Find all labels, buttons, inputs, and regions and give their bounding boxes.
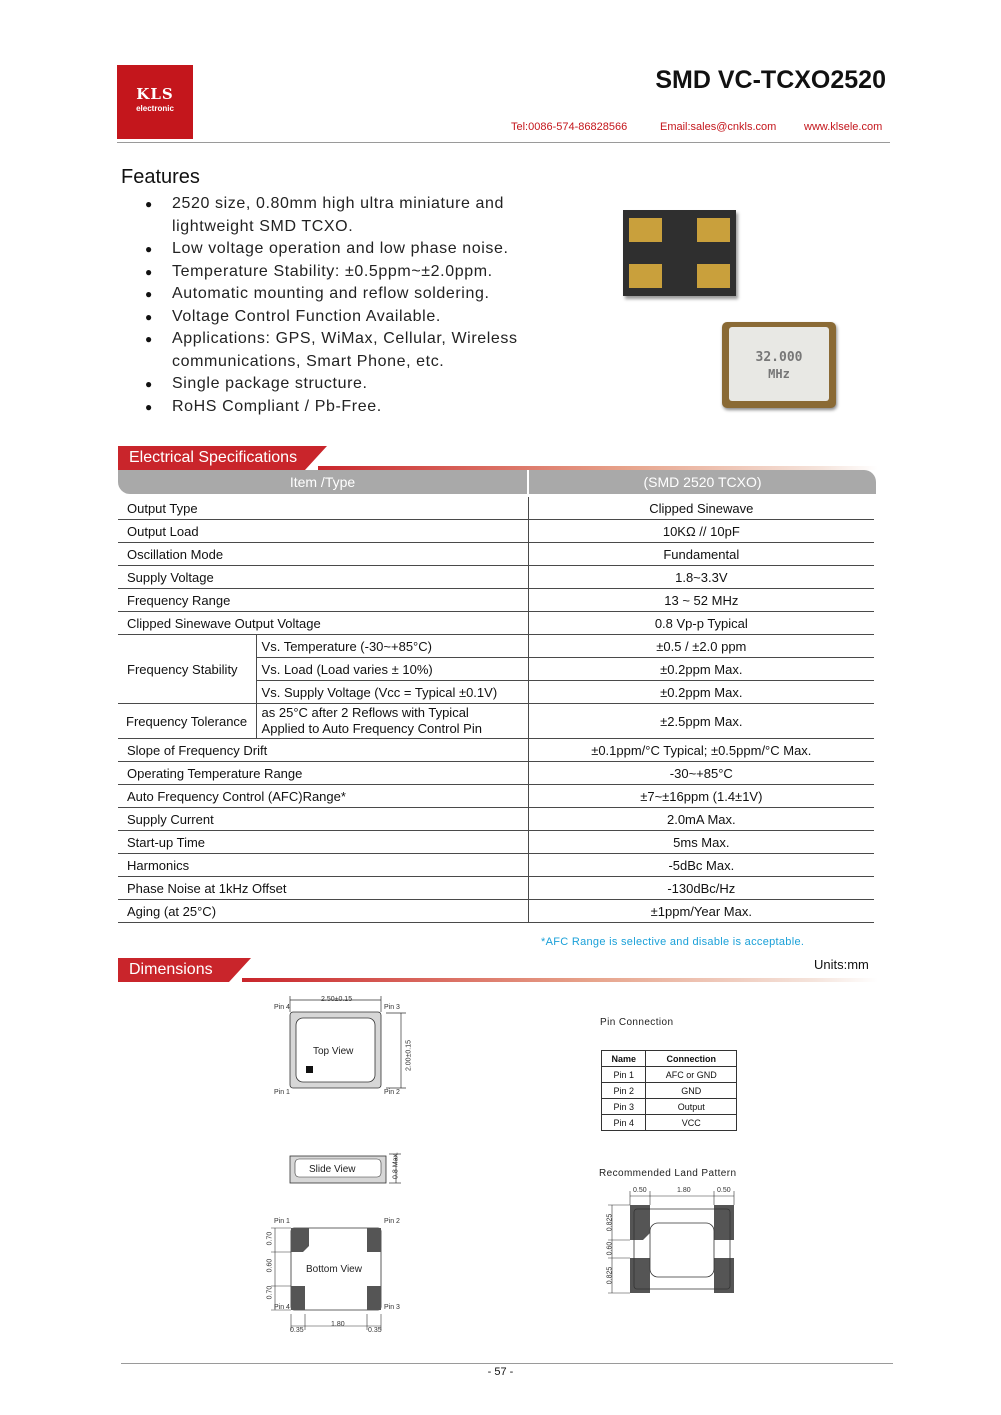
table-row (118, 589, 874, 612)
pin-connection: VCC (646, 1115, 737, 1131)
spec-item: Start-up Time (118, 831, 528, 854)
table-row (118, 566, 874, 589)
spec-value: ±0.2ppm Max. (528, 681, 874, 704)
spec-item: Phase Noise at 1kHz Offset (118, 877, 528, 900)
pin-col-name: Name (602, 1051, 646, 1067)
chip-marking-unit: MHz (768, 367, 790, 381)
company-logo (117, 65, 193, 139)
spec-value: ±1ppm/Year Max. (528, 900, 874, 923)
spec-item: Slope of Frequency Drift (118, 739, 528, 762)
spec-value: -5dBc Max. (528, 854, 874, 877)
spec-item: Operating Temperature Range (118, 762, 528, 785)
col-item-type: Item /Type (118, 470, 527, 494)
spec-table (118, 497, 874, 923)
table-row (118, 877, 874, 900)
feature-item: ● Applications: GPS, WiMax, Cellular, Wireless communications, Smart Phone, etc. (145, 328, 565, 373)
spec-value: Fundamental (528, 543, 874, 566)
spec-table-header (118, 470, 876, 494)
bottom-view-drawing (265, 1216, 415, 1336)
table-row (118, 520, 874, 543)
spec-value: 0.8 Vp-p Typical (528, 612, 874, 635)
section-bar (242, 978, 878, 982)
feature-item: ● Automatic mounting and reflow soldering. (145, 283, 565, 306)
pin-connection: GND (646, 1083, 737, 1099)
table-row (118, 854, 874, 877)
spec-sub-item: Vs. Supply Voltage (Vcc = Typical ±0.1V) (256, 681, 528, 704)
chip-bottom-photo (623, 210, 736, 296)
pin-connection-title: Pin Connection (600, 1017, 674, 1028)
pin-name: Pin 3 (602, 1099, 646, 1115)
logo-text: KLS (136, 85, 174, 103)
bottom-view-pin3: Pin 3 (384, 1304, 400, 1311)
spec-value: ±0.1ppm/°C Typical; ±0.5ppm/°C Max. (528, 739, 874, 762)
tolerance-line1: as 25°C after 2 Reflows with Typical (261, 705, 469, 720)
spec-value: 10KΩ // 10pF (528, 520, 874, 543)
bottom-dim-a: 0.70 (266, 1231, 274, 1246)
table-row (118, 635, 874, 658)
spec-item: Output Load (118, 520, 528, 543)
pin-name: Pin 2 (602, 1083, 646, 1099)
table-row (118, 612, 874, 635)
table-row (118, 900, 874, 923)
spec-value: 1.8~3.3V (528, 566, 874, 589)
bottom-view-pin2: Pin 2 (384, 1218, 400, 1225)
land-pattern-title: Recommended Land Pattern (599, 1168, 737, 1179)
bottom-view-label: Bottom View (306, 1264, 362, 1275)
side-view-label: Slide View (309, 1164, 356, 1175)
pin-connection: Output (646, 1099, 737, 1115)
afc-footnote: *AFC Range is selective and disable is acceptable. (541, 936, 805, 948)
spec-value: ±0.5 / ±2.0 ppm (528, 635, 874, 658)
table-row (118, 704, 874, 739)
spec-item: Frequency Range (118, 589, 528, 612)
feature-item: ● Voltage Control Function Available. (145, 306, 565, 329)
spec-sub-item: Vs. Temperature (-30~+85°C) (256, 635, 528, 658)
side-view-height-dim: 0.8 Max. (392, 1152, 400, 1179)
feature-item: ● Temperature Stability: ±0.5ppm~±2.0ppm. (145, 261, 565, 284)
table-row (602, 1099, 737, 1115)
pin-connection-table (601, 1050, 737, 1131)
bottom-dim-c: 0.70 (266, 1285, 274, 1300)
bottom-dim-pad-left: 0.35 (290, 1327, 304, 1334)
table-row (602, 1115, 737, 1131)
chip-top-photo (722, 322, 836, 408)
table-row (602, 1083, 737, 1099)
contact-email[interactable]: Email:sales@cnkls.com (660, 121, 777, 133)
chip-pad (629, 218, 662, 242)
feature-item: ● Single package structure. (145, 373, 565, 396)
pin-name: Pin 1 (602, 1067, 646, 1083)
chip-pad (697, 218, 730, 242)
spec-value: 13 ~ 52 MHz (528, 589, 874, 612)
spec-item: Oscillation Mode (118, 543, 528, 566)
spec-value: -130dBc/Hz (528, 877, 874, 900)
chip-pad (629, 264, 662, 288)
bottom-dim-b: 0.60 (266, 1258, 274, 1273)
feature-item: ● RoHS Compliant / Pb-Free. (145, 396, 565, 419)
top-view-height-dim: 2.00±0.15 (405, 1039, 413, 1072)
spec-value: Clipped Sinewave (528, 497, 874, 520)
land-dim-side-c: 0.825 (606, 1266, 614, 1285)
header-divider (117, 142, 890, 143)
top-view-width-dim: 2.50±0.15 (321, 996, 353, 1003)
table-row (602, 1067, 737, 1083)
table-row (118, 543, 874, 566)
table-row (118, 762, 874, 785)
top-view-label: Top View (313, 1046, 354, 1057)
spec-sub-item (256, 704, 528, 739)
page-number: - 57 - (487, 1366, 514, 1378)
spec-item: Aging (at 25°C) (118, 900, 528, 923)
dimensions-section-title: Dimensions (118, 958, 229, 982)
pin-connection: AFC or GND (646, 1067, 737, 1083)
spec-item: Supply Voltage (118, 566, 528, 589)
land-dim-top-left: 0.50 (633, 1187, 647, 1194)
spec-item: Output Type (118, 497, 528, 520)
table-row (118, 785, 874, 808)
top-view-pin1: Pin 1 (274, 1089, 290, 1096)
spec-value: ±0.2ppm Max. (528, 658, 874, 681)
feature-item: ● 2520 size, 0.80mm high ultra miniature and lightweight SMD TCXO. (145, 193, 565, 238)
spec-value: ±2.5ppm Max. (528, 704, 874, 739)
spec-sub-item: Vs. Load (Load varies ± 10%) (256, 658, 528, 681)
top-view-pin4: Pin 4 (274, 1004, 290, 1011)
features-title: Features (121, 166, 200, 188)
spec-value: 5ms Max. (528, 831, 874, 854)
spec-group-label: Frequency Tolerance (118, 704, 256, 739)
footer-divider (121, 1363, 893, 1364)
bottom-dim-gap: 1.80 (331, 1321, 345, 1328)
land-dim-side-a: 0.825 (606, 1213, 614, 1232)
pin-name: Pin 4 (602, 1115, 646, 1131)
table-row (602, 1051, 737, 1067)
units-label: Units:mm (814, 957, 869, 972)
table-row (118, 497, 874, 520)
spec-group-label: Frequency Stability (118, 635, 256, 704)
land-dim-top-mid: 1.80 (677, 1187, 691, 1194)
bottom-dim-pad-right: 0.35 (368, 1327, 382, 1334)
land-pattern-drawing (598, 1185, 748, 1300)
spec-value: 2.0mA Max. (528, 808, 874, 831)
bottom-view-pin1: Pin 1 (274, 1218, 290, 1225)
col-smd-type: (SMD 2520 TCXO) (529, 470, 876, 494)
tolerance-line2: Applied to Auto Frequency Control Pin (261, 721, 482, 736)
top-view-pin3: Pin 3 (384, 1004, 400, 1011)
contact-website[interactable]: www.klsele.com (804, 121, 883, 133)
spec-item: Harmonics (118, 854, 528, 877)
spec-value: -30~+85°C (528, 762, 874, 785)
chip-marking-freq: 32.000 (755, 350, 803, 365)
logo-subtext: electronic (136, 104, 174, 113)
spec-item: Supply Current (118, 808, 528, 831)
table-row (118, 739, 874, 762)
bottom-view-pin4: Pin 4 (274, 1304, 290, 1311)
contact-tel: Tel:0086-574-86828566 (511, 121, 628, 133)
electrical-section-header (118, 446, 878, 470)
document-title: SMD VC-TCXO2520 (655, 66, 886, 94)
land-dim-top-right: 0.50 (717, 1187, 731, 1194)
spec-item: Auto Frequency Control (AFC)Range* (118, 785, 528, 808)
electrical-section-title: Electrical Specifications (118, 446, 305, 470)
feature-item: ● Low voltage operation and low phase noise. (145, 238, 565, 261)
spec-value: ±7~±16ppm (1.4±1V) (528, 785, 874, 808)
pin-col-connection: Connection (646, 1051, 737, 1067)
features-list (145, 193, 565, 418)
chip-lid (729, 327, 829, 401)
spec-item: Clipped Sinewave Output Voltage (118, 612, 528, 635)
land-dim-side-b: 0.60 (606, 1241, 614, 1256)
table-row (118, 831, 874, 854)
dimensions-section-header (118, 958, 878, 982)
chip-pad (697, 264, 730, 288)
top-view-pin2: Pin 2 (384, 1089, 400, 1096)
table-row (118, 808, 874, 831)
